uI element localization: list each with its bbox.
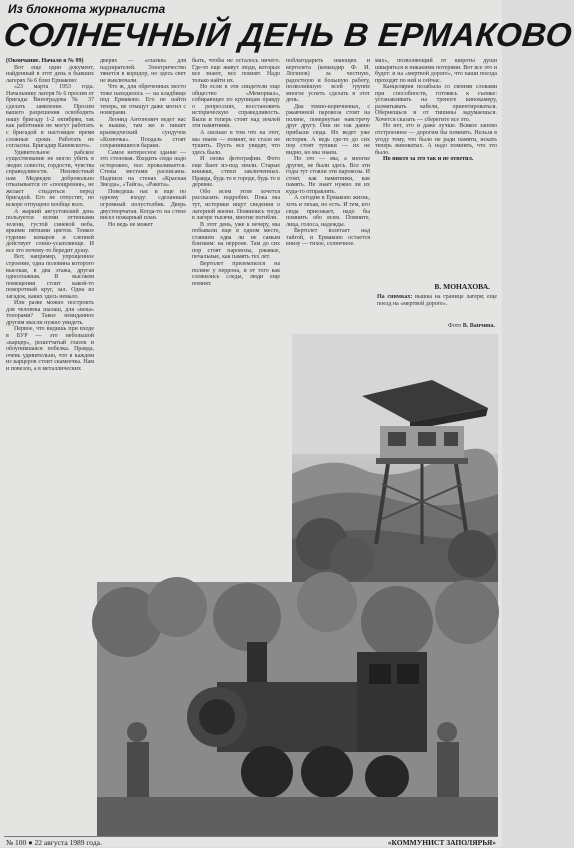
headline: СОЛНЕЧНЫЙ ДЕНЬ В ЕРМАКОВО — [2, 16, 574, 53]
paragraph: А жаркий августовский день пользуется всеми оттенками зелени, густой синевой неба, яркими пятнами цветов. Тонкое гудение комаров и слепней действует сонно‑усыпляюще. И все это почему‑то бередит душу. — [6, 208, 94, 254]
paragraph: А сегодня в Ермаково жизнь, хоть и тихая, но есть. И тем, кто сюда приезжает, надо бы помнить обо всем. Помните, лица, голоса, надежды. — [286, 195, 370, 228]
watchtower-photo — [292, 334, 498, 582]
caption-label: На снимках: — [377, 294, 413, 300]
paragraph: Вертолет взлетает над тайгой, и Ермаково остается внизу — тихое, солнечное. — [286, 228, 370, 248]
paragraph: Самое интересное здание — это столовая. Входить сюда надо осторожно, пол проваливается. Стены местами расписаны. Надписи на стенах «Красная Звезда», «Тайга», «Ракета». — [100, 149, 186, 189]
photo-credit — [377, 323, 495, 331]
photographer-name: В. Ванчина. — [462, 323, 495, 329]
article-column-2 — [100, 58, 186, 582]
paragraph: Вот, например, упрощенное строение, одна половина которого высокая, в два этажа, другая одноэтажная. В высоком помещении стоит какой‑то поворотный круг, зал. Одна из загадок, каких здесь немало. — [6, 254, 94, 300]
closing-paragraph: Но никто за это так и не ответил. — [383, 156, 474, 163]
paragraph: быть, чтобы не осталось ничего. Где‑то еще живут люди, которых все знают, все помнят. Надо только найти их. — [192, 58, 280, 84]
paragraph: Удивительное рабское существование не могло убить в людях совести, гордости, чувства справедливости. Неизвестный нам Медведев добровольно отказывается от «поощрения», не желает стыдиться перед бригадой. Его не отпустят, но вскоре отпущено вообще всех. — [6, 149, 94, 209]
photo-credit-prefix: Фото — [448, 323, 462, 329]
paragraph: Но это — мы, а многие другие, не были здесь. Все эти годы тут стояли эти паровозы. И стоят, как памятники, как память. Не знает нужно ли их куда‑то отправлять. — [286, 156, 370, 195]
paragraph: дверях — «глазки» для надзирателей. Электричество тянется в коридор, но здесь свет не выключали. — [100, 58, 186, 84]
paragraph: Первое, что видишь при входе в БУР — это небольшой «карцер», решетчатый глазок и облупившаяся побелка. Правда, очень удивительно, что в каждом из карцеров стоит скамеечка. Нам и повезло, а в металлических — [6, 326, 94, 372]
paragraph: В этот день, уже к вечеру, мы побывали еще в одном месте, ставшем едва ли не самым близким: на перроне. Там до сих пор стоят паровозы, ржавые, печальные, как память тех лет. — [192, 221, 280, 261]
page-footer — [4, 836, 498, 848]
paragraph: мах», позволяющий от широты души швыряться и никакими потерями. Вот все это и будет: и на «мертвой дороге», что наши поезда проходят по ней и сейчас. — [375, 58, 497, 84]
paragraph: Леонид Антонович ведет нас к вышке, там же и пишет краеведческий сундучок «Колючка». Поодаль стоят сохранившиеся бараки. — [100, 116, 186, 150]
issue-info: № 100 ● 22 августа 1989 года. — [6, 838, 102, 847]
continuation-note: (Окончание. Начало в № 99) — [6, 58, 84, 64]
paragraph: Два темно‑коричневых, с ржавчиной паровоза стоят на поляне, повернутые навстречу друг другу. Они не так давно прибыли сюда. Их ведет уже история. А ведь где‑то до сих пор стоят тупики — их не видно, но мы знаем. — [286, 103, 370, 156]
article-column-5 — [375, 58, 497, 320]
paragraph: Канцелярия позабыла со своими словами при способности, готовясь к съемке: устанавливать на треноге кинокамеру, разматывать кабели, ориентироваться. Обернешься и от тишины задумаешься. Хочется сказать — сберегите все это. — [375, 84, 497, 123]
locomotive-photo — [97, 582, 498, 837]
caption-text: вышка на границе лагеря; еще поезд на «мертвой дороге». — [377, 294, 498, 307]
newspaper-name: «КОММУНИСТ ЗАПОЛЯРЬЯ» — [387, 838, 496, 847]
paragraph: А сколько в том что на этот, мы знаем — помнят, но стало не тушить. Пусть все увидят, что здесь было. — [192, 130, 280, 156]
photo-caption — [377, 294, 497, 324]
paragraph: Но нет, это и даже лучше. Всякое заново отстроенное — дорогим бы помнить. Нельзя в угоду тому, что было не ради памяти, искать теперь виноватых. А надо помнить, что это было. — [375, 123, 497, 156]
paragraph: Вот еще один документ, найденный в этот день в бывших лагерях № 6 близ Ермаково: — [6, 64, 94, 84]
article-column-3 — [192, 58, 280, 582]
locomotive-illustration — [97, 582, 498, 837]
article-column-1 — [6, 58, 94, 836]
paragraph: Обо всем этом хочется рассказать подробно. Пока мы тут, историки ищут сведения о лагерной жизни. Появились тогда в лагере тысячи, многие погибли. — [192, 188, 280, 222]
paragraph: поблагодарить знающих и вертолета (командир Ф. И. Логинов) за честную, радостную и большую работу, позволившую всей группе многое успеть сделать в этот день. — [286, 58, 370, 104]
paragraph: Или разве можно построить для человека шалаш, для «века» топорами? Такое невиданное другим мысли нужно увидеть. — [6, 300, 94, 326]
paragraph: И снова фотографии. Фото еще бьют из‑под земли. Старые книжки, стихи заключенных. Правда, будь то в городе, будь то в деревне. — [192, 156, 280, 189]
author-signature: В. МОНАХОВА. — [434, 282, 490, 291]
paragraph: Поведешь нас и еще по одному входу: сделанный огромный полустолбик. Дверь двустворчатая. Когда‑то на стене висел пожарный план. — [100, 188, 186, 222]
paragraph: «23 марта 1953 года. Начальнику лагеря № 6 просим от бригады Виноградова № 37 сделать заявление. Просим вашего разрешения освободить нашу бригаду 1‑2 октябрям, так как работники не могут работать с бригадой в настоящее время сложные сроки. Работать не согласны. Бригадир Каневского». — [6, 84, 94, 150]
paragraph: Вертолет приземлился на поляне у перрона, и от того как сложились следы, люди еще помнят. — [192, 260, 280, 287]
watchtower-illustration — [292, 334, 498, 582]
paragraph: Что ж, для обреченных место тоже находилось — на кладбище под Ермаково. Его не найти теперь, не отыщут даже могил с номерами. — [100, 84, 186, 117]
paragraph: Но ведь не может — [108, 221, 153, 228]
paragraph: Но если в эти свидетели еще общество «Мемориал», собирающее по крупицам правду о репрессиях, восстановить историческую справедливость. Были и теперь стоят над землей эти памятники. — [192, 84, 280, 130]
rubric: Из блокнота журналиста — [8, 2, 166, 16]
